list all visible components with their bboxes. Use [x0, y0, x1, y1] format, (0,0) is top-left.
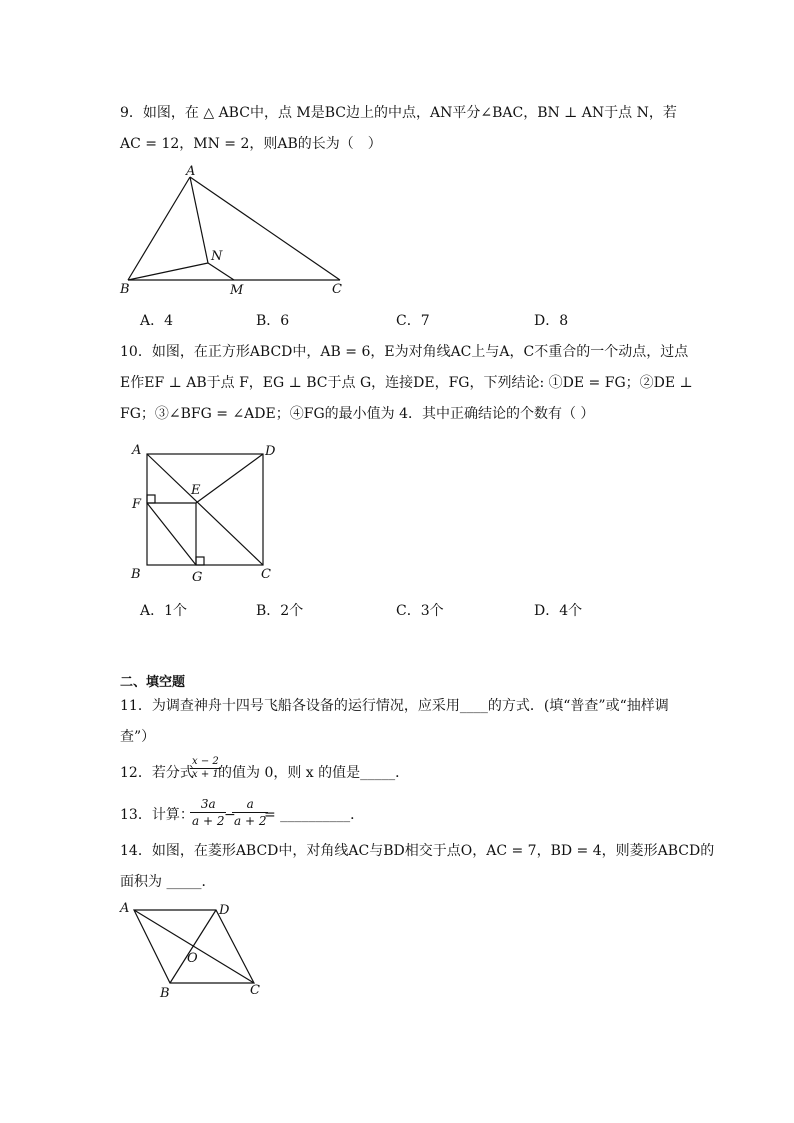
q10-option-d[interactable]: D．4个 [534, 603, 583, 619]
q10-label-e: E [191, 483, 201, 498]
q10-text-line1: 10．如图，在正方形ABCD中，AB = 6，E为对角线AC上与A，C不重合的一个动点，过点 [120, 344, 689, 360]
q11-text-line2: 查”） [120, 729, 156, 745]
q9-text-line2: AC = 12，MN = 2，则AB的长为（ ） [120, 136, 382, 152]
q13-fraction-1-den: a + 2 [192, 814, 225, 828]
q12-prefix: 12．若分式 [120, 765, 194, 781]
q10-label-g: G [192, 570, 203, 585]
q10-label-d: D [265, 444, 276, 459]
q10-label-a: A [132, 443, 142, 458]
q10-option-a[interactable]: A．1个 [140, 603, 188, 619]
q14-text-line1: 14．如图，在菱形ABCD中，对角线AC与BD相交于点O，AC = 7，BD = 4，则菱形ABCD的 [120, 843, 715, 859]
q10-text-line3: FG；③∠BFG = ∠ADE；④FG的最小值为 4．其中正确结论的个数有（ ） [120, 406, 595, 422]
q13-fraction-2-den: a + 2 [234, 814, 267, 828]
q14-label-a: A [120, 901, 130, 916]
q9-option-b[interactable]: B．6 [256, 313, 290, 329]
q12-fraction-den: x + 1 [192, 769, 219, 780]
q10-option-c[interactable]: C．3个 [396, 603, 444, 619]
q13-prefix: 13．计算： [120, 807, 194, 823]
q9-label-a: A [186, 164, 196, 179]
q10-label-f: F [132, 497, 142, 512]
q9-label-n: N [211, 249, 223, 264]
q10-option-b[interactable]: B．2个 [256, 603, 304, 619]
q13-fraction-2-num: a [232, 796, 268, 813]
q14-label-d: D [219, 903, 230, 918]
q13-fraction-1-num: 3a [190, 796, 226, 813]
q10-label-c: C [261, 567, 271, 582]
q9-label-m: M [230, 283, 244, 298]
q13-suffix: = __________． [264, 807, 365, 823]
q11-text-line1: 11．为调查神舟十四号飞船各设备的运行情况，应采用____的方式．(填“普查”或“抽样调 [120, 698, 669, 714]
q10-text-line2: E作EF ⊥ AB于点 F，EG ⊥ BC于点 G，连接DE，FG，下列结论: ①DE = FG；②DE ⊥ [120, 375, 693, 391]
q9-option-a[interactable]: A．4 [140, 313, 174, 329]
q9-option-d[interactable]: D．8 [534, 313, 569, 329]
q13-minus: − [224, 807, 236, 823]
q14-label-b: B [160, 986, 170, 1001]
q14-label-o: O [187, 951, 198, 966]
q12-suffix: 的值为 0，则 x 的值是_____． [218, 765, 410, 781]
q14-text-line2: 面积为 _____． [120, 874, 216, 890]
q10-label-b: B [131, 567, 141, 582]
q9-option-c[interactable]: C．7 [396, 313, 430, 329]
q12-fraction-num: x − 2 [192, 756, 219, 767]
q9-label-c: C [332, 282, 342, 297]
q14-label-c: C [250, 983, 260, 998]
q9-text-line1: 9．如图，在 △ ABC中，点 M是BC边上的中点，AN平分∠BAC，BN ⊥ AN于点 N，若 [120, 105, 677, 121]
section-title-fill-in: 二、填空题 [120, 675, 186, 690]
q9-label-b: B [120, 282, 130, 297]
